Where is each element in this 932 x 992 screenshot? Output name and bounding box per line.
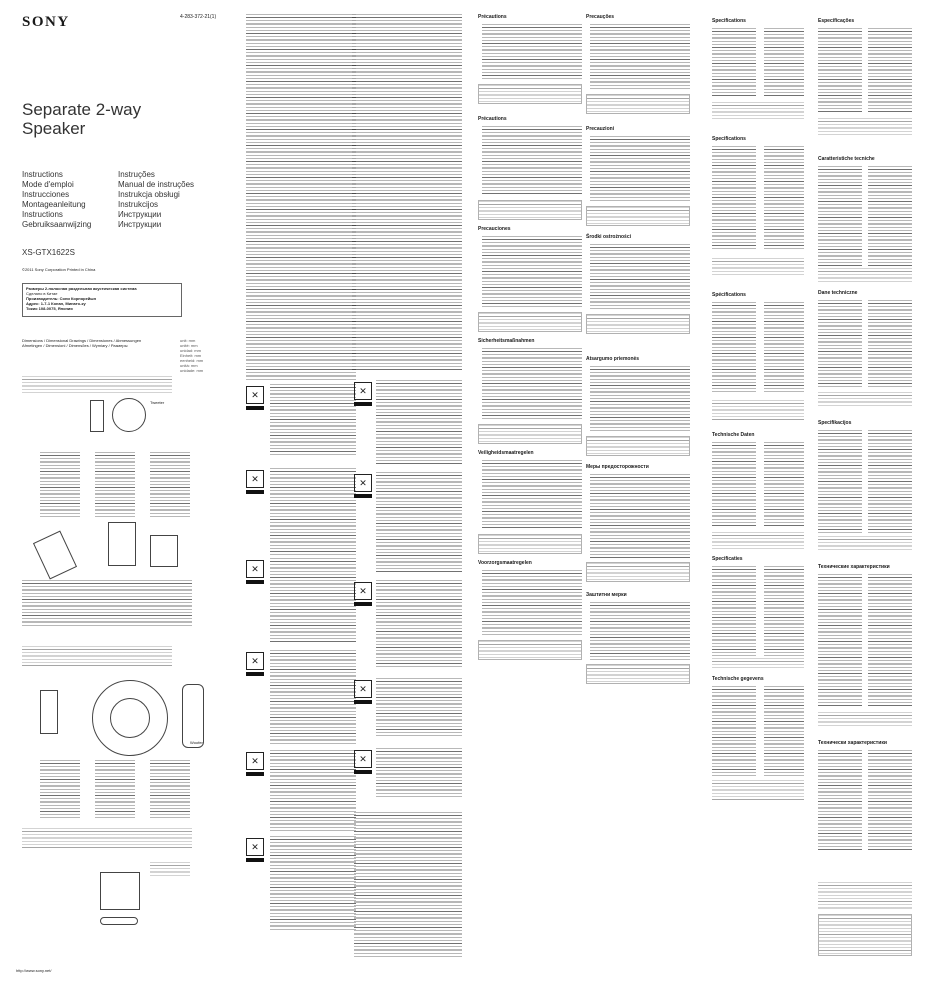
part-number: 4-283-372-21(1): [180, 14, 217, 20]
warning-box: [478, 84, 582, 104]
column-2b-footer-text: [354, 812, 462, 958]
figure-label-tweeter: Tweeter: [150, 400, 165, 405]
disposal-notice-text: [270, 650, 356, 746]
importer-line: Сделано в Китае: [26, 291, 58, 296]
bin-bar-icon: [246, 858, 264, 862]
section-heading: Specificaties: [712, 556, 743, 562]
importer-line: Токио 108-0075, Япония: [26, 306, 73, 311]
unit-note: Einheit: mm: [180, 353, 202, 358]
spec-labels: [712, 686, 756, 776]
warning-box: [478, 424, 582, 444]
unit-notes: [180, 338, 220, 373]
disposal-notice-text: [376, 678, 462, 736]
tweeter-caption-text: [22, 376, 172, 394]
language-item: Инструкции: [118, 210, 162, 219]
dimensions-heading: [22, 338, 192, 348]
bin-bar-icon: [246, 490, 264, 494]
section-heading: Технические характеристики: [818, 564, 890, 570]
section-body-text: [482, 460, 582, 530]
crossed-bin-icon: ✕: [246, 560, 264, 578]
crossed-bin-icon: ✕: [246, 386, 264, 404]
section-heading: Specifications: [712, 136, 746, 142]
woofer-profile-drawing: [182, 684, 204, 748]
column-2b-body-text: [352, 14, 462, 370]
woofer-cone-drawing: [110, 698, 150, 738]
bin-bar-icon: [246, 580, 264, 584]
figure-label-woofer: Woofer: [190, 740, 203, 745]
section-heading: Технически характеристики: [818, 740, 887, 746]
crossed-bin-icon: ✕: [354, 382, 372, 400]
spec-labels: [712, 566, 756, 656]
spec-labels: [712, 442, 756, 528]
section-heading: Technische Daten: [712, 432, 755, 438]
tweeter-front-drawing: [112, 398, 146, 432]
warning-box: [586, 562, 690, 582]
disposal-notice-text: [376, 380, 462, 466]
section-heading: Precauções: [586, 14, 615, 20]
crossed-bin-icon: ✕: [354, 582, 372, 600]
importer-line: Адрес: 1-7-1 Конан, Минато-ку: [26, 301, 86, 306]
language-item: Gebruiksaanwijzing: [22, 220, 92, 229]
spec-notes: [818, 118, 912, 136]
section-body-text: [590, 244, 690, 310]
spec-values: [764, 302, 804, 392]
warning-box: [586, 436, 690, 456]
spec-labels: [818, 574, 862, 708]
title-line-1: Separate 2-way: [22, 100, 142, 119]
spec-values: [868, 28, 912, 114]
section-body-text: [590, 24, 690, 90]
section-heading: Précautions: [478, 14, 507, 20]
crossed-bin-icon: ✕: [354, 750, 372, 768]
woofer-caption-text: [22, 646, 172, 668]
unit-note: eenheid: mm: [180, 358, 204, 363]
disposal-notice-text: [270, 468, 356, 556]
column-2-body-text: [246, 14, 356, 380]
unit-note: unidade: mm: [180, 368, 204, 373]
spec-notes: [712, 780, 804, 802]
spec-values: [764, 442, 804, 528]
tweeter-parts-list: [150, 452, 190, 518]
section-body-text: [482, 348, 582, 420]
section-heading: Voorzorgsmaatregelen: [478, 560, 532, 566]
section-heading: Atsargumo priemonės: [586, 356, 640, 362]
bin-bar-icon: [354, 494, 372, 498]
spec-labels: [818, 430, 862, 534]
warning-box: [478, 534, 582, 554]
language-item: Instrucciones: [22, 190, 70, 199]
tweeter-parts-list: [40, 452, 80, 518]
importer-line: Производитель: Сони Корпорейшн: [26, 296, 97, 301]
disposal-notice-text: [270, 384, 356, 456]
section-heading: Precauciones: [478, 226, 511, 232]
spec-labels: [712, 146, 756, 250]
cable-caption-text: [150, 862, 190, 878]
bin-bar-icon: [246, 672, 264, 676]
language-item: Instrukcja obsługi: [118, 190, 180, 199]
section-heading: Specifikacijos: [818, 420, 852, 426]
spec-values: [868, 300, 912, 388]
section-heading: Меры предосторожности: [586, 464, 649, 470]
spec-labels: [818, 300, 862, 388]
crossed-bin-icon: ✕: [246, 752, 264, 770]
spec-notes: [818, 712, 912, 728]
spec-values: [868, 574, 912, 708]
brand-logo: SONY: [22, 14, 70, 30]
copyright: ©2011 Sony Corporation Printed in China: [22, 267, 96, 272]
website-url: http://www.sony.net/: [16, 968, 52, 973]
woofer-side-drawing: [40, 690, 58, 734]
bin-bar-icon: [246, 772, 264, 776]
spec-notes: [712, 658, 804, 668]
language-item: Mode d'emploi: [22, 180, 74, 189]
unit-note: unidad: mm: [180, 348, 201, 353]
manufacturer-box: [818, 914, 912, 956]
section-heading: Technische gegevens: [712, 676, 764, 682]
spec-values: [868, 750, 912, 850]
language-item: Инструкции: [118, 220, 162, 229]
crossed-bin-icon: ✕: [354, 680, 372, 698]
tweeter-parts-list: [95, 452, 135, 518]
section-body-text: [590, 602, 690, 660]
language-item: Instructions: [22, 210, 63, 219]
bin-bar-icon: [354, 770, 372, 774]
woofer-parts-list: [40, 760, 80, 818]
dimensions-heading-line: Dimensions / Dimensional Drawings / Dimensiones / Abmessungen: [22, 338, 142, 343]
disposal-notice-text: [270, 558, 356, 644]
crossed-bin-icon: ✕: [246, 470, 264, 488]
warning-box: [478, 200, 582, 220]
crossed-bin-icon: ✕: [354, 474, 372, 492]
spec-labels: [712, 302, 756, 392]
section-body-text: [590, 474, 690, 558]
spec-notes: [818, 392, 912, 406]
bin-bar-icon: [354, 700, 372, 704]
spec-labels: [818, 166, 862, 266]
section-heading: Dane techniczne: [818, 290, 858, 296]
title-line-2: Speaker: [22, 119, 86, 138]
spec-labels: [818, 28, 862, 114]
spec-notes: [712, 532, 804, 550]
tweeter-flush-drawing: [150, 535, 178, 567]
model-number: XS-GTX1622S: [22, 248, 75, 257]
dimensions-heading-line: Afmetingen / Dimensioni / Dimensões / Wymiary / Размеры: [22, 343, 128, 348]
section-body-text: [482, 570, 582, 636]
section-heading: Spécifications: [712, 292, 746, 298]
language-item: Manual de instruções: [118, 180, 195, 189]
mounting-notes-text: [22, 580, 192, 626]
section-body-text: [482, 236, 582, 308]
importer-line: Размеры 2-полосная раздельная акустическая система: [26, 286, 137, 291]
wiring-notes-text: [22, 828, 192, 848]
disposal-notice-text: [376, 580, 462, 668]
section-heading: Sicherheitsmaßnahmen: [478, 338, 535, 344]
spec-notes: [712, 258, 804, 276]
tweeter-side-drawing: [90, 400, 104, 432]
spec-notes: [818, 536, 912, 550]
warning-box: [478, 640, 582, 660]
spec-notes: [712, 102, 804, 120]
tweeter-mount-drawing: [108, 522, 136, 566]
woofer-parts-list: [150, 760, 190, 818]
spec-values: [764, 566, 804, 656]
spec-values: [868, 166, 912, 266]
unit-note: unit: mm: [180, 338, 196, 343]
cable-drawing: [100, 917, 138, 925]
section-body-text: [590, 366, 690, 432]
language-item: Instrukcijos: [118, 200, 159, 209]
section-heading: Заштитни мерки: [586, 592, 627, 598]
woofer-parts-list: [95, 760, 135, 818]
section-body-text: [482, 24, 582, 80]
bin-bar-icon: [354, 402, 372, 406]
section-heading: Especificações: [818, 18, 855, 24]
spec-notes: [818, 268, 912, 282]
section-heading: Precauzioni: [586, 126, 615, 132]
section-heading: Précautions: [478, 116, 507, 122]
disposal-notice-text: [270, 750, 356, 832]
warning-box: [586, 664, 690, 684]
disposal-notice-text: [376, 472, 462, 574]
disposal-notice-text: [376, 748, 462, 798]
section-heading: Caratteristiche tecniche: [818, 156, 875, 162]
section-body-text: [482, 126, 582, 196]
spec-values: [764, 146, 804, 250]
tweeter-angle-drawing: [33, 531, 77, 580]
crossed-bin-icon: ✕: [246, 652, 264, 670]
warning-box: [586, 94, 690, 114]
importer-box: [22, 283, 182, 317]
warning-box: [478, 312, 582, 332]
section-heading: Veiligheidsmaatregelen: [478, 450, 534, 456]
unit-note: unité: mm: [180, 343, 198, 348]
connection-diagram: [100, 872, 140, 910]
spec-notes: [818, 882, 912, 910]
section-body-text: [590, 136, 690, 202]
language-item: Montageanleitung: [22, 200, 86, 209]
language-list: [22, 170, 222, 230]
language-item: Instruções: [118, 170, 155, 179]
unit-note: unità: mm: [180, 363, 198, 368]
crossed-bin-icon: ✕: [246, 838, 264, 856]
spec-notes: [712, 400, 804, 420]
section-heading: Specifications: [712, 18, 746, 24]
spec-values: [868, 430, 912, 534]
language-item: Instructions: [22, 170, 63, 179]
section-heading: Środki ostrożności: [586, 234, 632, 240]
bin-bar-icon: [246, 406, 264, 410]
bin-bar-icon: [354, 602, 372, 606]
spec-values: [764, 28, 804, 98]
warning-box: [586, 206, 690, 226]
spec-labels: [818, 750, 862, 850]
document-title: [22, 100, 222, 138]
spec-labels: [712, 28, 756, 98]
disposal-notice-text: [270, 836, 356, 932]
warning-box: [586, 314, 690, 334]
spec-values: [764, 686, 804, 776]
